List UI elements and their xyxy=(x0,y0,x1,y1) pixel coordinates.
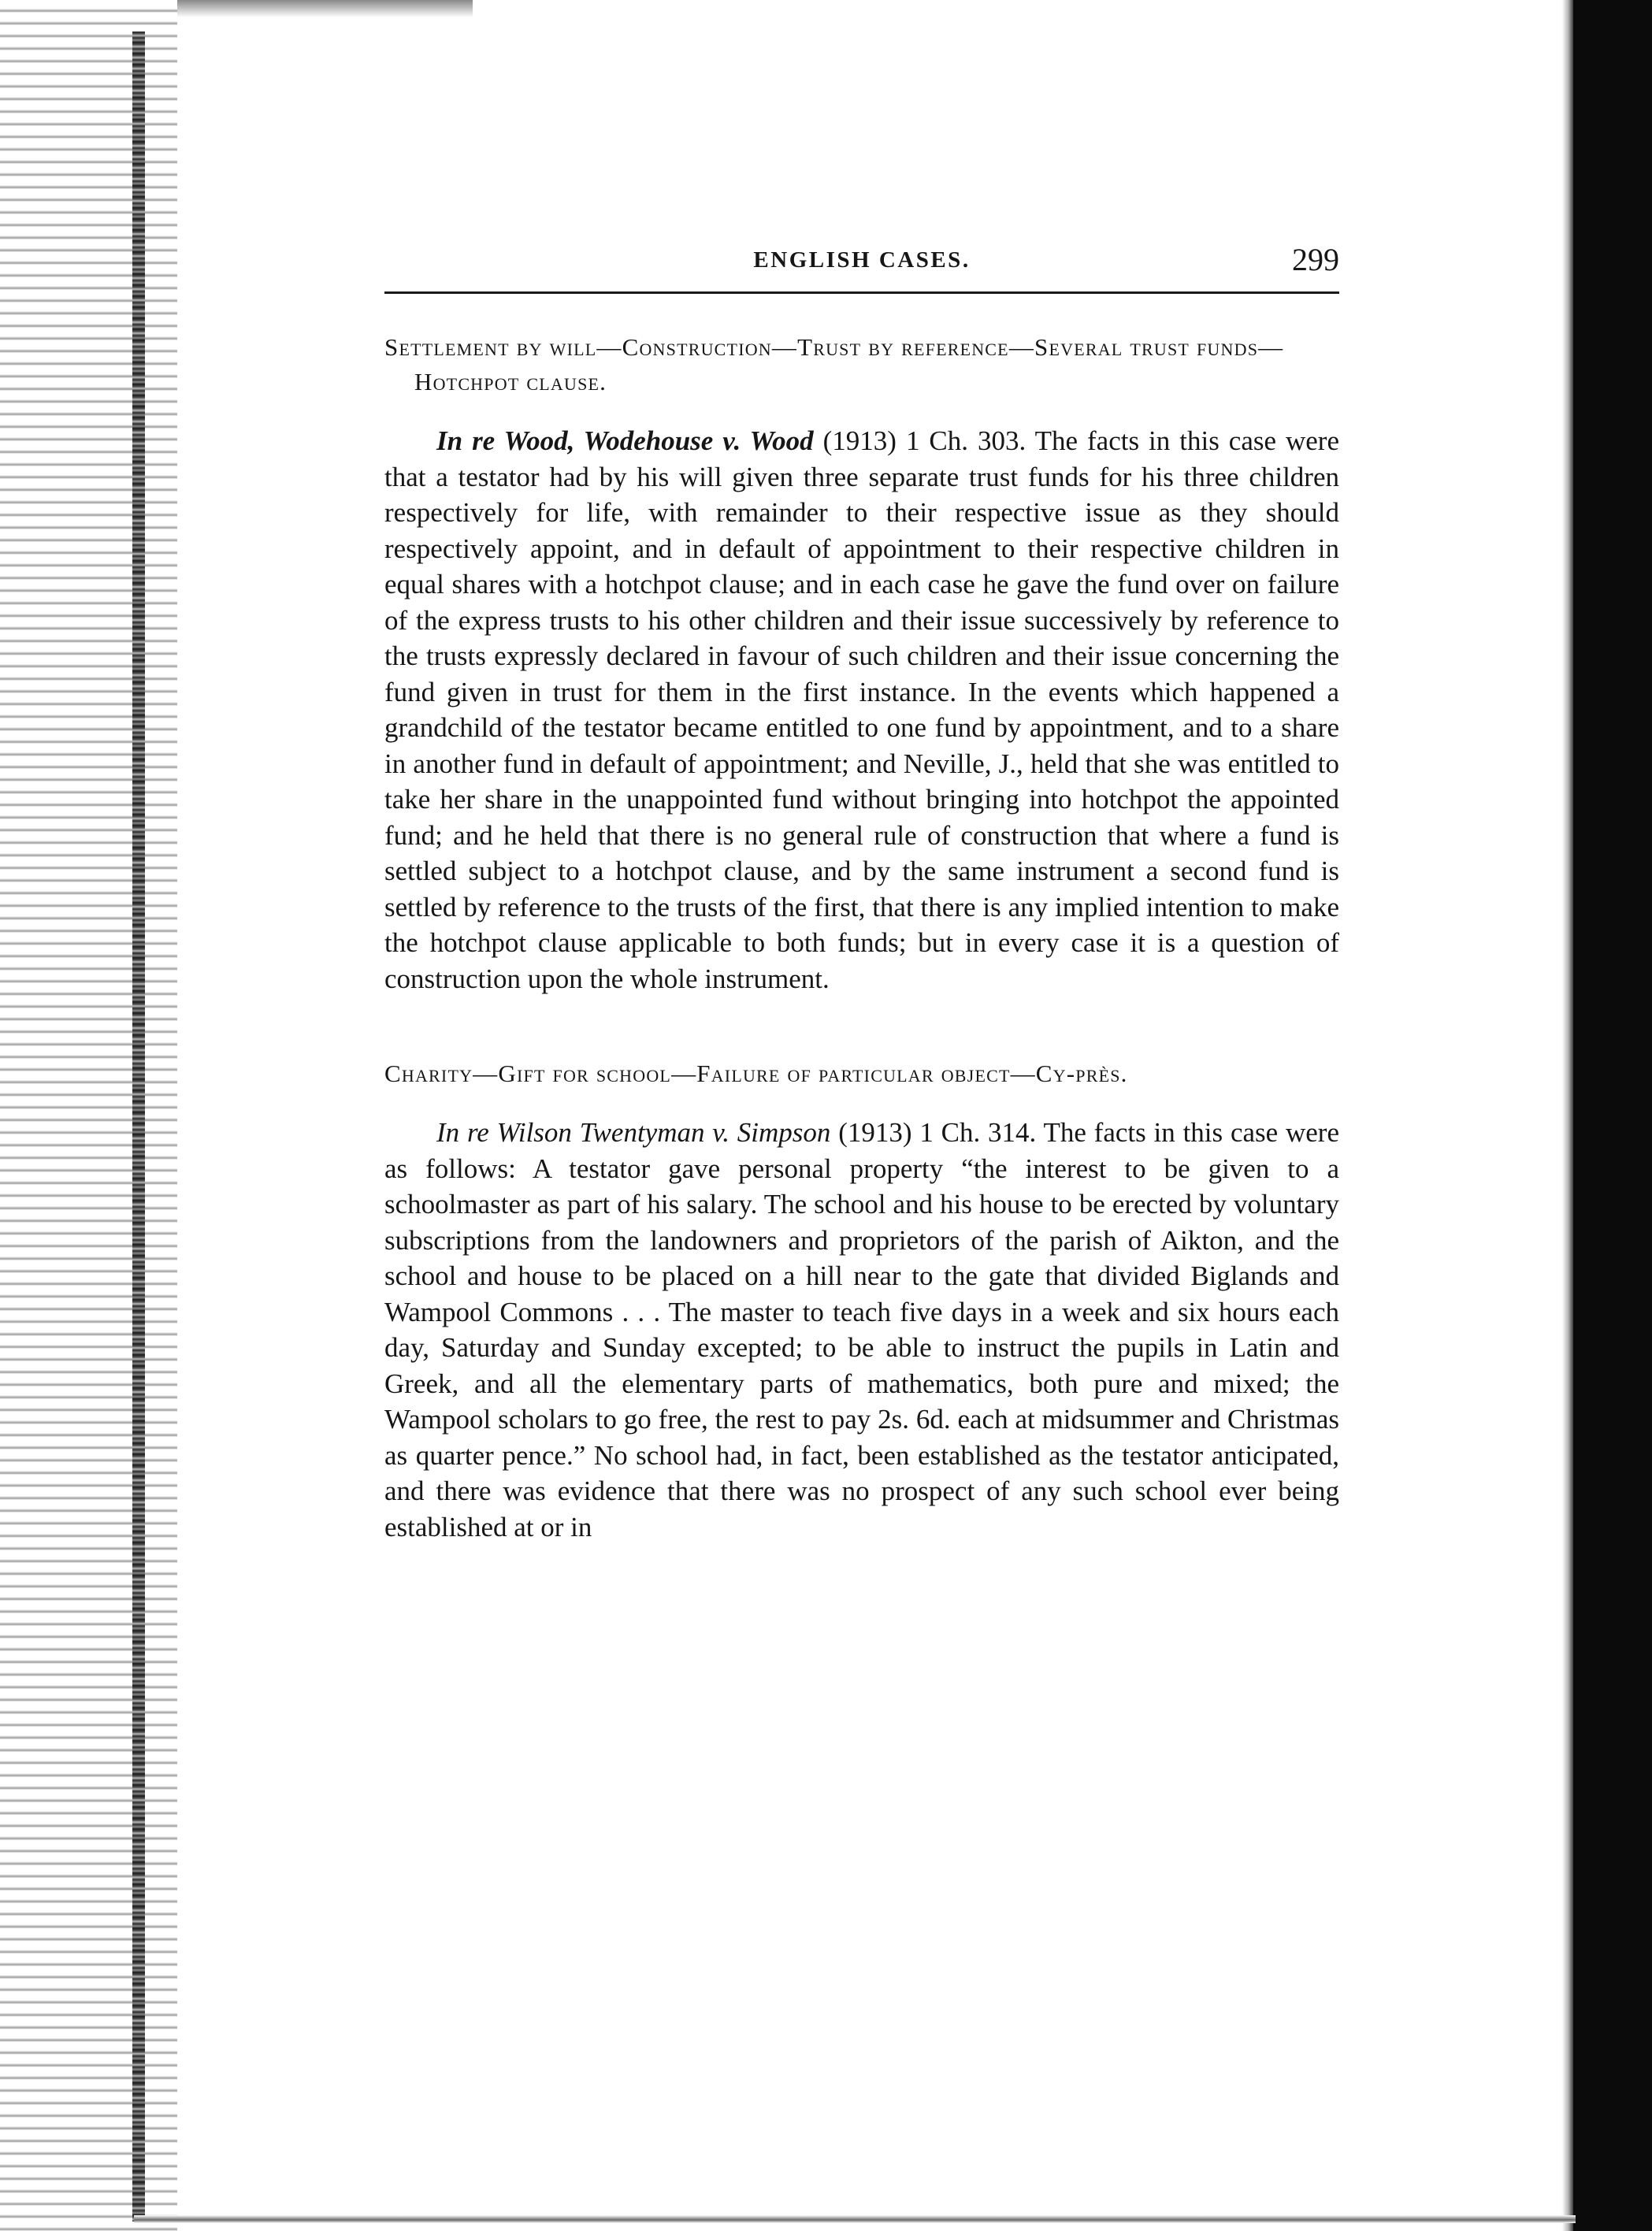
running-title: ENGLISH CASES. xyxy=(753,247,971,273)
case-paragraph xyxy=(384,423,1339,997)
header-rule xyxy=(384,291,1339,294)
document-page xyxy=(384,236,1339,1545)
case-body-text: The facts in this case were that a testator had by his will given three separate trust funds for his three children respectively for life, with remainder to their respective issue as they should respectively appoint, and in default of appointment to their respective children in equal shares with a hotchpot clause; and in each case he gave the fund over on failure of the express trusts to his other children and their issue successively by reference to the trusts expressly declared in favour of such children and their issue concerning the fund given in trust for them in the first instance. In the events which happened a grandchild of the testator became entitled to one fund by appointment, and to a share in another fund in default of appointment; and Neville, J., held that she was entitled to take her share in the unappointed fund without bringing into hotchpot the appointed fund; and he held that there is no general rule of construction that where a fund is settled subject to a hotchpot clause, and by the same instrument a second fund is settled by reference to the trusts of the first, that there is any implied intention to make the hotchpot clause applicable to both funds; but in every case it is a question of construction upon the whole instrument. xyxy=(384,425,1340,994)
case-citation-ref: (1913) 1 Ch. 314. xyxy=(830,1117,1037,1148)
scan-bottom-edge xyxy=(134,2215,1576,2223)
case-section-1 xyxy=(384,330,1339,997)
case-citation-ref: (1913) 1 Ch. 303. xyxy=(813,425,1026,456)
scan-dark-margin xyxy=(1573,0,1652,2231)
scan-binding-shadow xyxy=(0,0,177,2231)
case-section-2 xyxy=(384,1056,1339,1545)
scan-page-edge xyxy=(1562,0,1573,2231)
section-spacer xyxy=(384,997,1339,1056)
case-paragraph xyxy=(384,1115,1339,1545)
case-citation-parties: In re Wilson Twentyman v. Simpson xyxy=(436,1117,831,1148)
section-heading: Charity—Gift for school—Failure of particular object—Cy-près. xyxy=(384,1060,1128,1087)
section-heading: Settlement by will—Construction—Trust by reference—Several trust funds—Hotchpot clause. xyxy=(384,333,1284,395)
page-number: 299 xyxy=(1292,242,1339,277)
running-header xyxy=(384,236,1339,291)
scan-binding-edge xyxy=(132,32,145,2222)
case-citation-parties: In re Wood, Wodehouse v. Wood xyxy=(436,425,814,456)
case-body-text: The facts in this case were as follows: A testator gave personal property “the interest to be given to a schoolmaster as part of his salary. The school and his house to be erected by voluntary subscriptions from the landowners and proprietors of the parish of Aikton, and the school and house to be placed on a hill near to the gate that divided Biglands and Wampool Commons . . . The master to teach five days in a week and six hours each day, Saturday and Sunday excepted; to be able to instruct the pupils in Latin and Greek, and all the elementary parts of mathematics, both pure and mixed; the Wampool scholars to go free, the rest to pay 2s. 6d. each at midsummer and Christmas as quarter pence.” No school had, in fact, been established as the testator anticipated, and there was evidence that there was no prospect of any such school ever being established at or in xyxy=(384,1117,1339,1542)
